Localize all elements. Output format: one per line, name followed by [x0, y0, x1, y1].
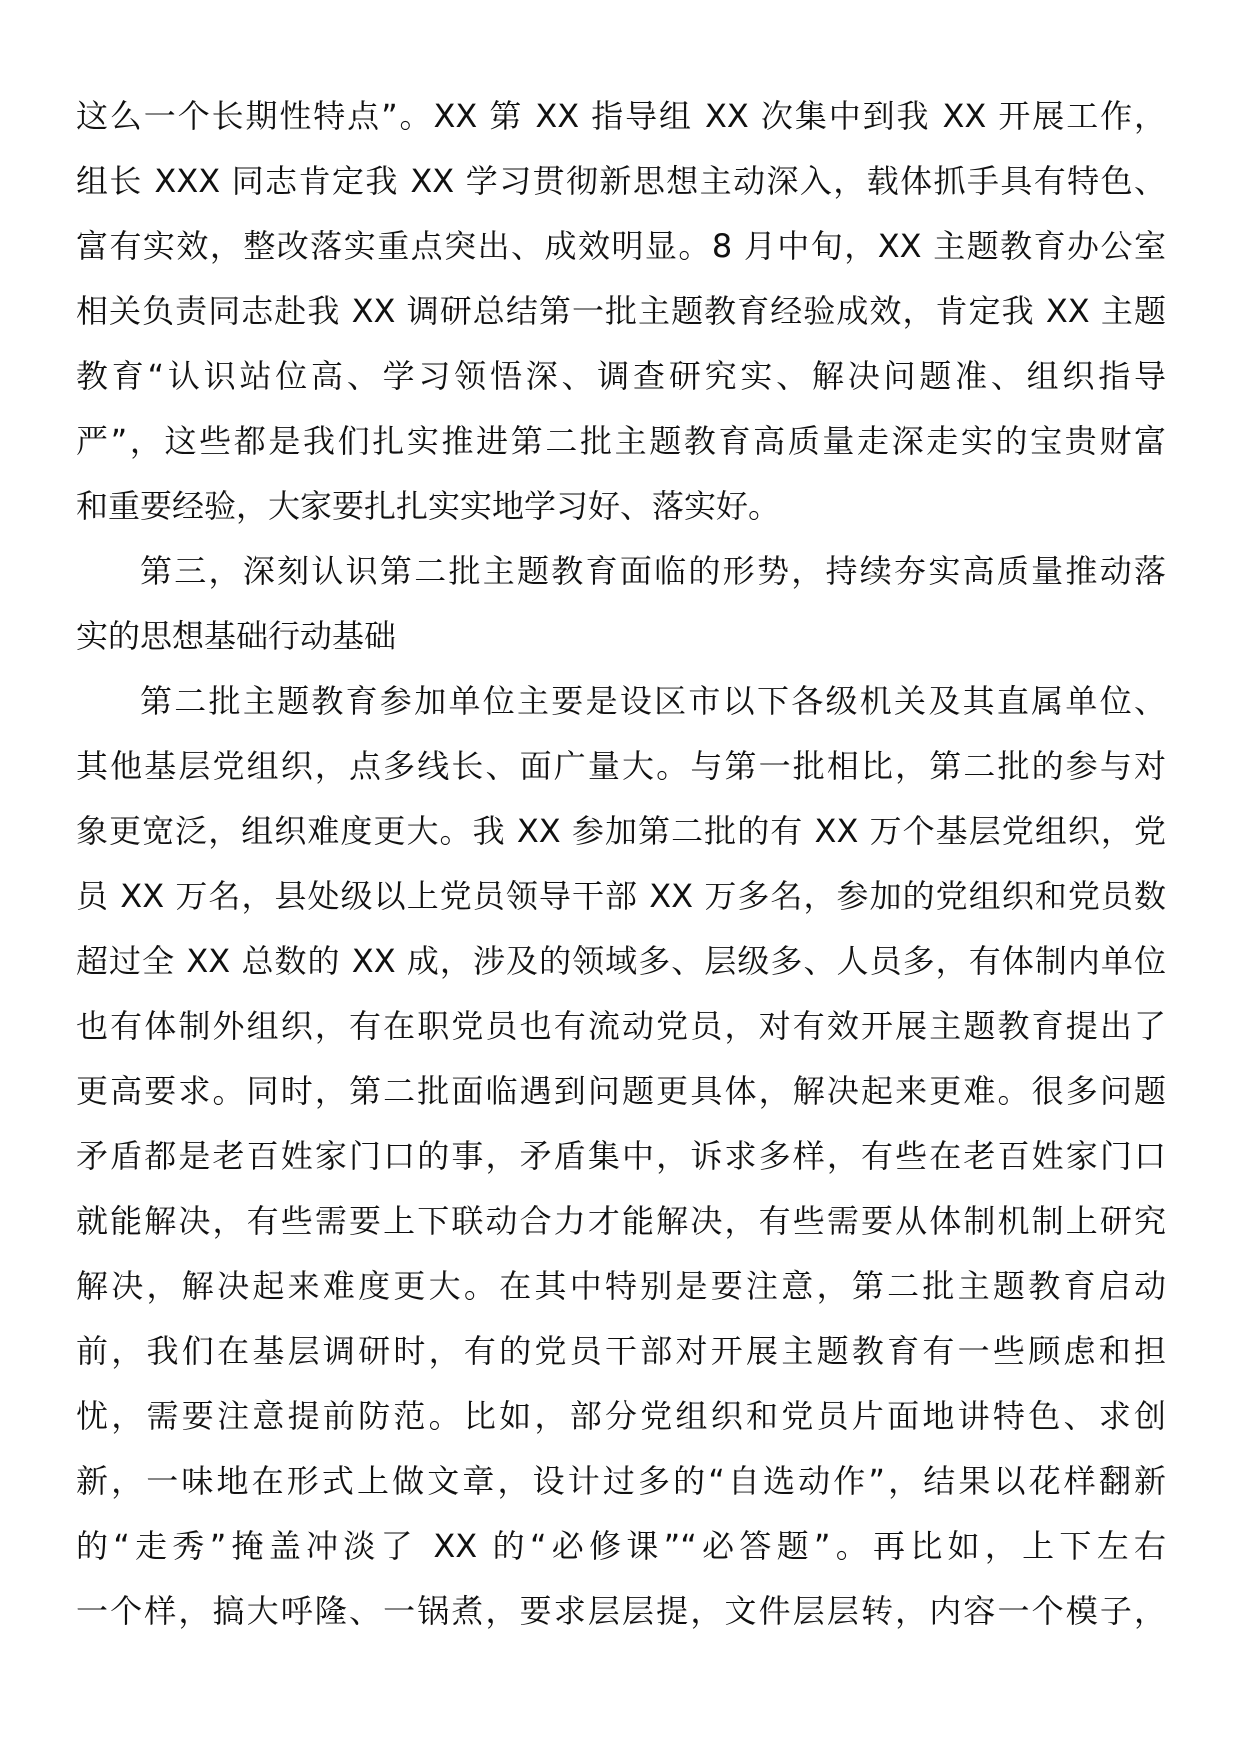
text-line: 也有体制外组织，有在职党员也有流动党员，对有效开展主题教育提出了	[76, 1007, 1166, 1045]
text-line: 更高要求。同时，第二批面临遇到问题更具体，解决起来更难。很多问题	[76, 1072, 1166, 1110]
text-line: 解决，解决起来难度更大。在其中特别是要注意，第二批主题教育启动	[76, 1267, 1166, 1305]
text-line: 第二批主题教育参加单位主要是设区市以下各级机关及其直属单位、	[140, 682, 1166, 720]
text-line: 和重要经验，大家要扎扎实实地学习好、落实好。	[76, 487, 781, 525]
paragraph-1	[76, 84, 1166, 539]
text-line: 就能解决，有些需要上下联动合力才能解决，有些需要从体制机制上研究	[76, 1202, 1166, 1240]
section-heading	[76, 539, 1166, 669]
text-line: 实的思想基础行动基础	[76, 617, 397, 655]
document-page	[76, 84, 1166, 1644]
text-line: 的“走秀”掩盖冲淡了 XX 的“必修课”“必答题”。再比如，上下左右	[76, 1527, 1166, 1565]
text-line: 超过全 XX 总数的 XX 成，涉及的领域多、层级多、人员多，有体制内单位	[76, 942, 1166, 980]
text-line: 教育“认识站位高、学习领悟深、调查研究实、解决问题准、组织指导	[76, 357, 1166, 395]
text-line: 相关负责同志赴我 XX 调研总结第一批主题教育经验成效，肯定我 XX 主题	[76, 292, 1166, 330]
text-line: 新，一味地在形式上做文章，设计过多的“自选动作”，结果以花样翻新	[76, 1462, 1166, 1500]
text-line: 象更宽泛，组织难度更大。我 XX 参加第二批的有 XX 万个基层党组织，党	[76, 812, 1166, 850]
text-line: 这么一个长期性特点”。XX 第 XX 指导组 XX 次集中到我 XX 开展工作，	[76, 97, 1166, 135]
text-line: 一个样，搞大呼隆、一锅煮，要求层层提，文件层层转，内容一个模子，	[76, 1592, 1166, 1630]
text-line: 富有实效，整改落实重点突出、成效明显。8 月中旬，XX 主题教育办公室	[76, 227, 1166, 265]
text-line: 前，我们在基层调研时，有的党员干部对开展主题教育有一些顾虑和担	[76, 1332, 1166, 1370]
text-line: 第三，深刻认识第二批主题教育面临的形势，持续夯实高质量推动落	[140, 552, 1166, 590]
text-line: 组长 XXX 同志肯定我 XX 学习贯彻新思想主动深入，载体抓手具有特色、	[76, 162, 1166, 200]
text-line: 其他基层党组织，点多线长、面广量大。与第一批相比，第二批的参与对	[76, 747, 1166, 785]
text-line: 矛盾都是老百姓家门口的事，矛盾集中，诉求多样，有些在老百姓家门口	[76, 1137, 1166, 1175]
paragraph-3	[76, 669, 1166, 1644]
text-line: 员 XX 万名，县处级以上党员领导干部 XX 万多名，参加的党组织和党员数	[76, 877, 1166, 915]
text-line: 忧，需要注意提前防范。比如，部分党组织和党员片面地讲特色、求创	[76, 1397, 1166, 1435]
text-line: 严”，这些都是我们扎实推进第二批主题教育高质量走深走实的宝贵财富	[76, 422, 1166, 460]
